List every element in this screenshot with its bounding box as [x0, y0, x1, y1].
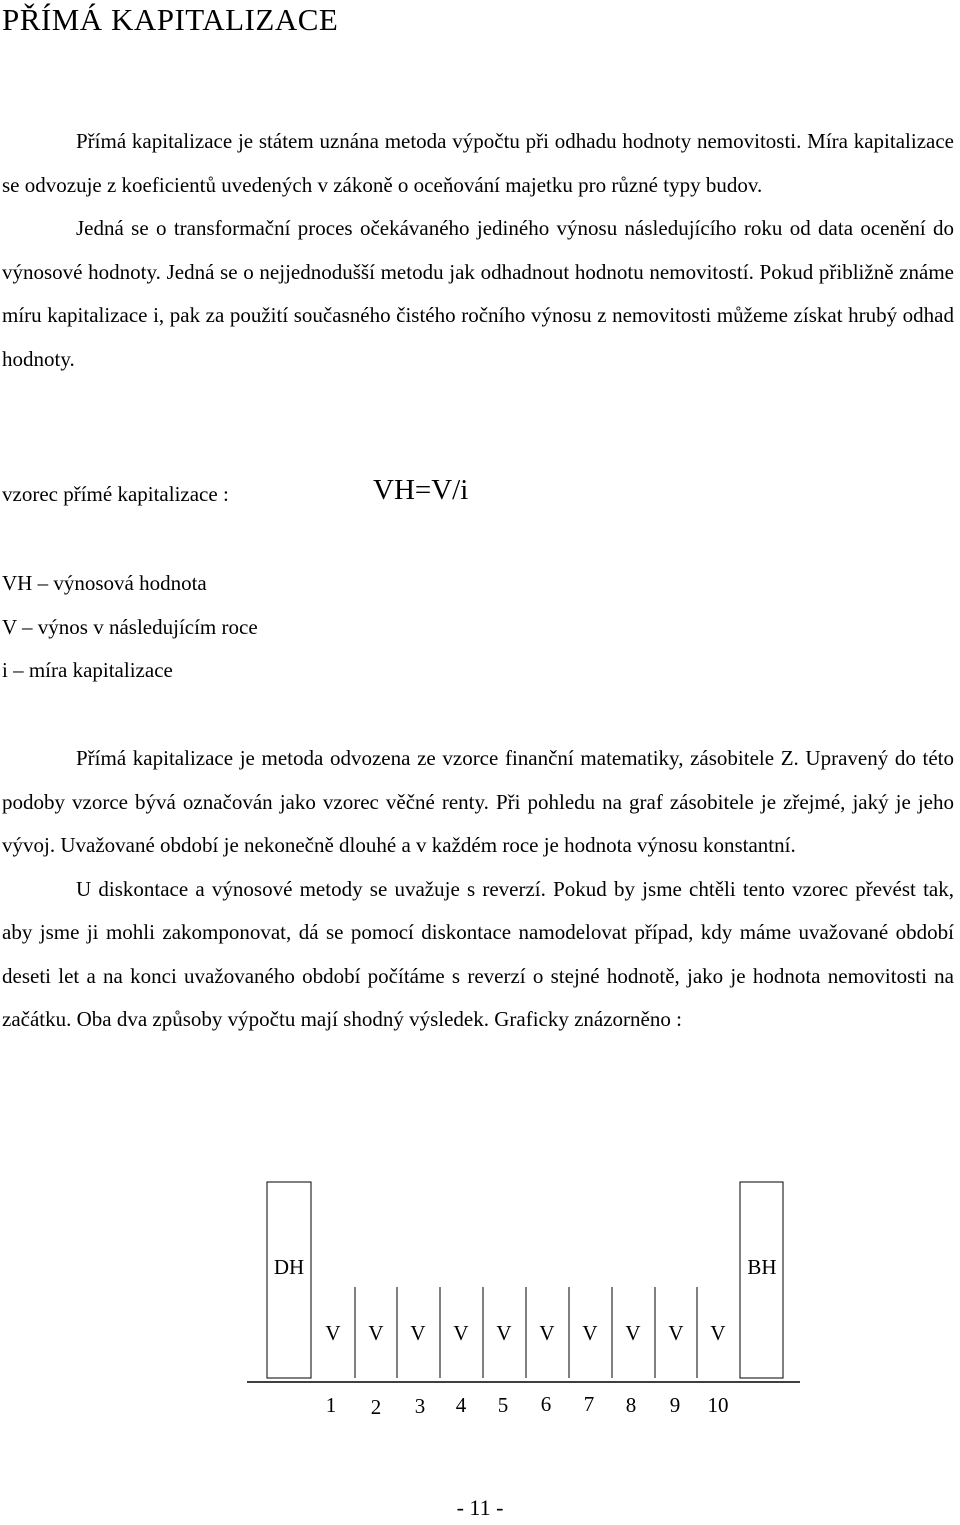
intro-paragraph-1: Přímá kapitalizace je státem uznána metoda výpočtu při odhadu hodnoty nemovitosti. Míra kapitalizace se odvozuje z koeficientů uvedených v zákoně o oceňování majetku pro různé typy budov. — [2, 129, 954, 197]
year-label: 8 — [625, 1393, 637, 1417]
year-label: 3 — [414, 1394, 426, 1418]
bh-column — [740, 1182, 783, 1378]
diagram-frame — [247, 1182, 800, 1382]
v-label: V — [710, 1321, 726, 1345]
v-label: V — [668, 1321, 684, 1345]
page-title: PŘÍMÁ KAPITALIZACE — [2, 2, 339, 37]
formula-label: vzorec přímé kapitalizace : — [2, 482, 229, 506]
intro-section — [2, 120, 954, 381]
body-paragraph-1: Přímá kapitalizace je metoda odvozena ze vzorce finanční matematiky, zásobitele Z. Upravený do této podoby vzorce bývá označován jako vzorec věčné renty. Při pohledu na graf zásobitele je zřejmé, jaký je jeho vývoj. Uvažované období je nekonečně dlouhé a v každém roce je hodnota výnosu konstantní. — [2, 746, 954, 857]
dh-label: DH — [273, 1255, 305, 1279]
v-label: V — [325, 1321, 341, 1345]
page-number: - 11 - — [456, 1495, 504, 1520]
body-paragraph-2: U diskontace a výnosové metody se uvažuje s reverzí. Pokud by jsme chtěli tento vzorec převést tak, aby jsme ji mohli zakomponovat, dá se pomocí diskontace namodelovat případ, kdy máme uvažované období deseti let a na konci uvažovaného období počítáme s reverzí o stejné hodnotě, jako je hodnota nemovitosti na začátku. Oba dva způsoby výpočtu mají shodný výsledek. Graficky znázorněno : — [2, 876, 954, 1031]
formula-expression: VH=V/i — [373, 474, 469, 506]
dh-column — [267, 1182, 311, 1378]
year-label: 2 — [370, 1395, 382, 1419]
intro-paragraph-2: Jedná se o transformační proces očekávaného jediného výnosu následujícího roku od data ocenění do výnosové hodnoty. Jedná se o nejjednodušší metodu jak odhadnout hodnotu nemovitostí. Pokud přibližně známe míru kapitalizace i, pak za použití současného čistého ročního výnosu z nemovitosti můžeme získat hrubý odhad hodnoty. — [2, 216, 954, 371]
v-label: V — [625, 1321, 641, 1345]
year-label: 1 — [325, 1393, 337, 1417]
v-label: V — [453, 1321, 469, 1345]
year-label: 5 — [497, 1393, 509, 1417]
year-label: 4 — [455, 1393, 467, 1417]
v-label: V — [582, 1321, 598, 1345]
year-label: 10 — [707, 1393, 729, 1417]
year-label: 7 — [583, 1392, 595, 1416]
v-label: V — [539, 1321, 555, 1345]
year-label: 9 — [669, 1393, 681, 1417]
bh-label: BH — [747, 1255, 777, 1279]
legend-item-v: V – výnos v následujícím roce — [2, 615, 258, 639]
v-label: V — [410, 1321, 426, 1345]
reversion-diagram — [0, 1170, 960, 1450]
body-section — [2, 737, 954, 1042]
legend-item-i: i – míra kapitalizace — [2, 658, 173, 682]
legend-item-vh: VH – výnosová hodnota — [2, 571, 207, 595]
v-label: V — [368, 1321, 384, 1345]
year-label: 6 — [540, 1392, 552, 1416]
v-label: V — [496, 1321, 512, 1345]
